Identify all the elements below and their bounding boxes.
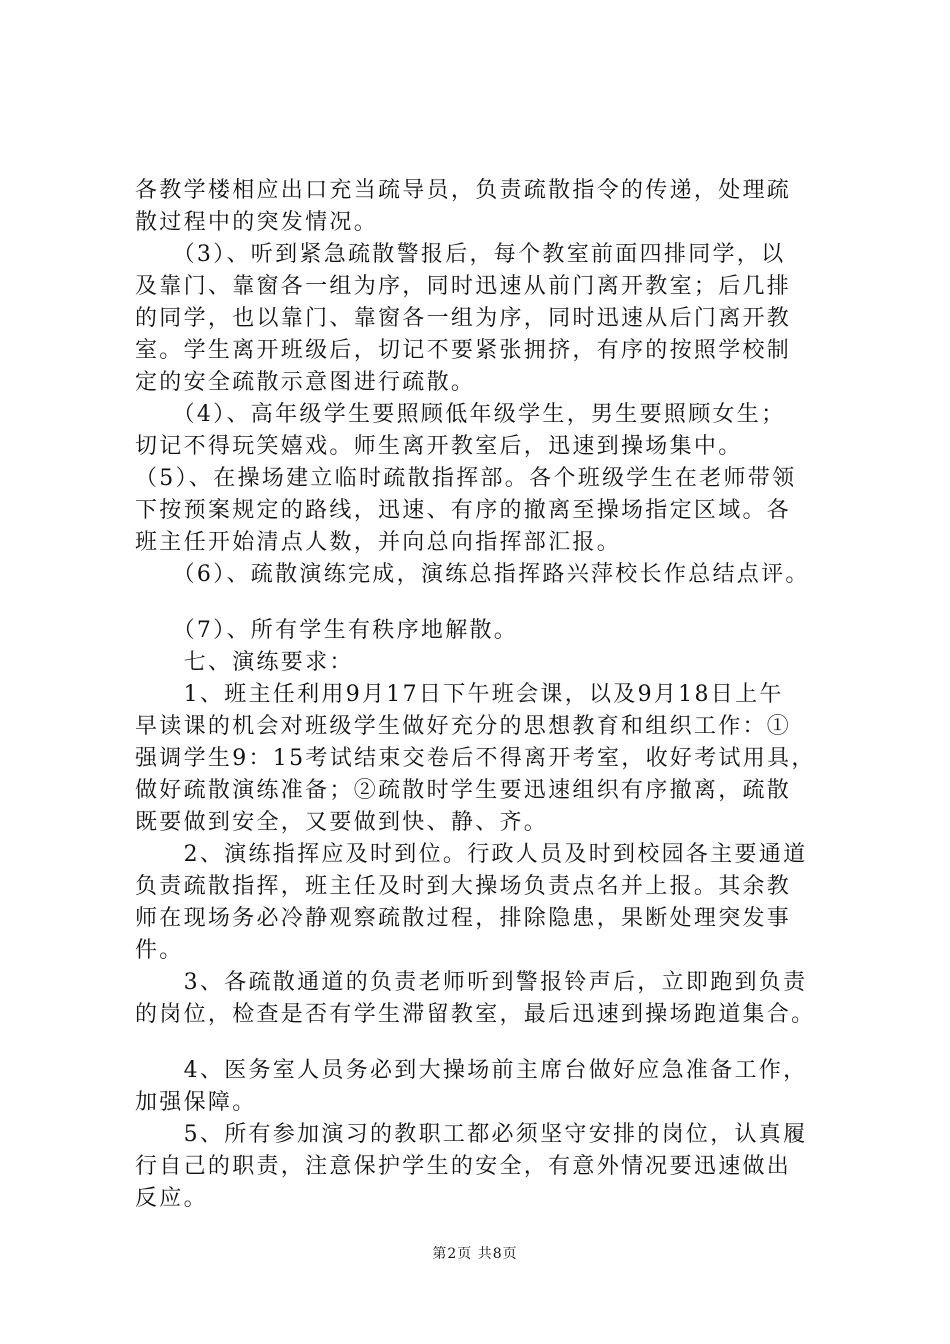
text-line: （5）、在操场建立临时疏散指挥部。各个班级学生在老师带领 <box>135 466 797 491</box>
text-line: 3、各疏散通道的负责老师听到警报铃声后，立即跑到负责 <box>135 970 808 995</box>
text-line: 强调学生9：15考试结束交卷后不得离开考室，收好考试用具， <box>135 746 816 771</box>
page-number-footer: 第2页 共8页 <box>432 1246 518 1262</box>
text-line: 及靠门、靠窗各一组为序，同时迅速从前门离开教室；后几排 <box>135 274 792 299</box>
text-line: 班主任开始清点人数，并向总向指挥部汇报。 <box>135 530 622 555</box>
text-line: 室。学生离开班级后，切记不要紧张拥挤，有序的按照学校制 <box>135 338 792 363</box>
section-heading: 七、演练要求： <box>135 650 354 675</box>
text-line: 定的安全疏散示意图进行疏散。 <box>135 370 476 395</box>
text-line: （7）、所有学生有秩序地解散。 <box>135 618 519 643</box>
text-line: 下按预案规定的路线，迅速、有序的撤离至操场指定区域。各 <box>135 498 792 523</box>
text-line: 师在现场务必冷静观察疏散过程，排除隐患，果断处理突发事 <box>135 906 792 931</box>
text-line: 的同学，也以靠门、靠窗各一组为序，同时迅速从后门离开教 <box>135 306 792 331</box>
text-line: （4）、高年级学生要照顾低年级学生，男生要照顾女生； <box>135 402 786 427</box>
text-line: 的岗位，检查是否有学生滞留教室，最后迅速到操场跑道集合。 <box>135 1002 816 1027</box>
text-line: 件。 <box>135 938 184 963</box>
text-line: 加强保障。 <box>135 1090 257 1115</box>
text-line: 早读课的机会对班级学生做好充分的思想教育和组织工作：① <box>135 714 792 739</box>
text-line: 负责疏散指挥，班主任及时到大操场负责点名并上报。其余教 <box>135 874 792 899</box>
text-line: 4、医务室人员务必到大操场前主席台做好应急准备工作， <box>135 1058 808 1083</box>
text-line: 各教学楼相应出口充当疏导员，负责疏散指令的传递，处理疏 <box>135 178 792 203</box>
text-line: （6）、疏散演练完成，演练总指挥路兴萍校长作总结点评。 <box>135 562 810 587</box>
text-line: 行自己的职责，注意保护学生的安全，有意外情况要迅速做出 <box>135 1154 792 1179</box>
text-line: 做好疏散演练准备；②疏散时学生要迅速组织有序撤离，疏散 <box>135 778 792 803</box>
text-line: 切记不得玩笑嬉戏。师生离开教室后，迅速到操场集中。 <box>135 434 743 459</box>
text-line: 既要做到安全，又要做到快、静、齐。 <box>135 810 549 835</box>
text-line: 2、演练指挥应及时到位。行政人员及时到校园各主要通道 <box>135 842 808 867</box>
text-line: 1、班主任利用9月17日下午班会课，以及9月18日上午 <box>135 682 784 707</box>
text-line: （3）、听到紧急疏散警报后，每个教室前面四排同学，以 <box>135 242 786 267</box>
text-line: 散过程中的突发情况。 <box>135 210 379 235</box>
text-line: 反应。 <box>135 1186 208 1211</box>
text-line: 5、所有参加演习的教职工都必须坚守安排的岗位，认真履 <box>135 1122 808 1147</box>
